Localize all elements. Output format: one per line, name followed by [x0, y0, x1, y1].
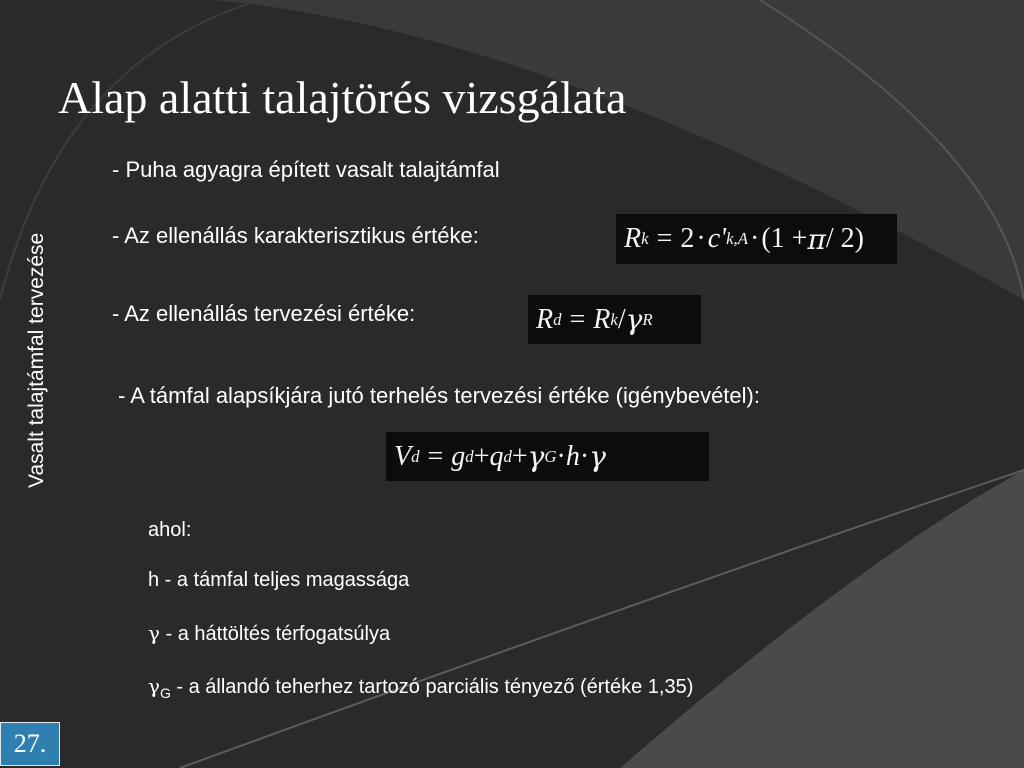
- vd-gamma-subscript: G: [544, 446, 557, 466]
- rk-cohesion-subscript: k,A: [726, 229, 749, 248]
- rd-subscript: d: [553, 309, 562, 329]
- vd-plus-2: +: [511, 440, 528, 472]
- rk-dot-2: ·: [750, 223, 760, 254]
- rd-slash: /: [617, 303, 626, 335]
- vd-symbol: V: [394, 440, 412, 472]
- vd-h: h: [565, 440, 580, 472]
- vd-gamma-2: γ: [589, 440, 606, 473]
- bullet-design-load: - A támfal alapsíkjára jutó terhelés tervezési értéke (igénybevétel):: [118, 383, 760, 408]
- vd-equals: =: [427, 440, 444, 472]
- vd-dot-2: ·: [579, 440, 590, 472]
- rd-gamma-subscript: R: [642, 309, 653, 329]
- legend-h: h - a támfal teljes magassága: [148, 569, 410, 591]
- legend-gamma-symbol: γ: [148, 621, 160, 645]
- page-number: 27.: [0, 722, 60, 766]
- rk-cohesion: c': [707, 223, 727, 254]
- bullet-wall-type: - Puha agyagra épített vasalt talajtámfal: [112, 157, 500, 182]
- bullet-design-resistance: - Az ellenállás tervezési értéke:: [112, 301, 416, 326]
- side-label: Vasalt talajtámfal tervezése: [25, 232, 48, 488]
- legend-gamma-g-subscript: G: [159, 685, 171, 701]
- rd-rk-subscript: k: [610, 309, 618, 329]
- vd-g-subscript: d: [465, 446, 474, 466]
- vd-plus-1: +: [473, 440, 490, 472]
- vd-q-subscript: d: [503, 446, 512, 466]
- legend-gamma-g-text: - a állandó teherhez tartozó parciális tényező (értéke 1,35): [170, 676, 694, 698]
- rd-equals: =: [569, 303, 586, 335]
- legend-gamma-text: - a háttöltés térfogatsúlya: [159, 623, 391, 645]
- rd-symbol: R: [536, 303, 554, 335]
- vd-subscript: d: [411, 446, 420, 466]
- rk-dot: ·: [696, 223, 706, 254]
- rk-symbol: R: [624, 223, 642, 254]
- rd-rk-symbol: R: [593, 303, 611, 335]
- vd-dot-1: ·: [556, 440, 566, 472]
- vd-gamma: γ: [527, 440, 545, 473]
- vd-q: q: [489, 440, 504, 472]
- legend-gamma-g-symbol: γ: [148, 674, 160, 698]
- formula-rd: [528, 295, 701, 344]
- rk-equals: =: [656, 223, 673, 254]
- rk-pi: π: [807, 222, 826, 256]
- slide-title: Alap alatti talajtörés vizsgálata: [58, 72, 627, 123]
- vd-g: g: [451, 440, 466, 472]
- formula-rk: [616, 214, 897, 264]
- rk-coefficient: 2: [680, 223, 695, 254]
- legend-gamma: [148, 620, 390, 647]
- rd-gamma: γ: [625, 303, 643, 336]
- bullet-characteristic-resistance: - Az ellenállás karakterisztikus értéke:: [112, 223, 479, 248]
- rk-open: (1 +: [761, 223, 808, 254]
- formula-vd: [386, 432, 709, 481]
- rk-subscript: k: [641, 229, 649, 248]
- legend-intro: ahol:: [148, 519, 192, 541]
- rk-close: / 2): [825, 223, 864, 254]
- legend-gamma-g: [148, 673, 693, 706]
